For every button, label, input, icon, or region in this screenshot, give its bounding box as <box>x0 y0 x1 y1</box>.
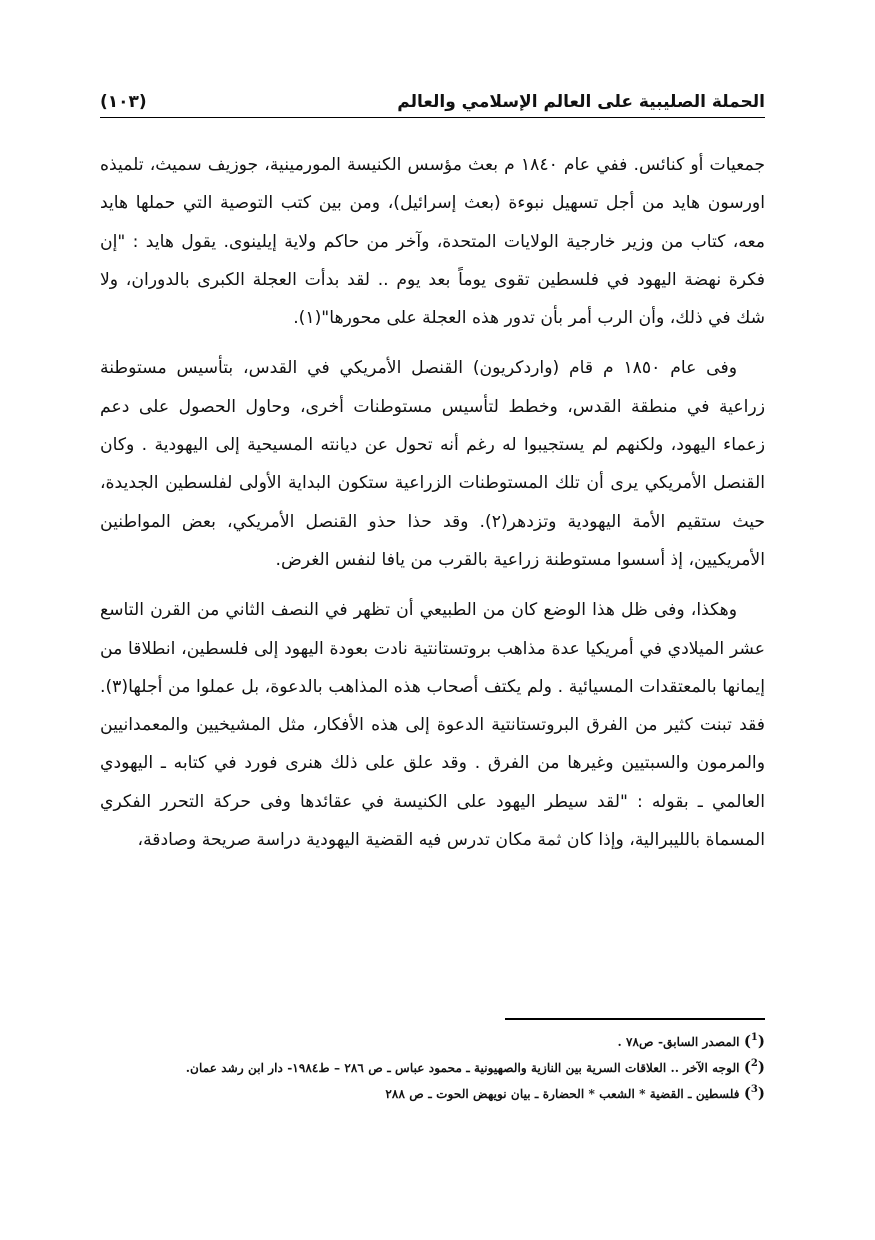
footnotes <box>100 1027 765 1105</box>
book-title: الحملة الصليبية على العالم الإسلامي والعالم <box>397 91 765 112</box>
footnote-text: فلسطين ـ القضية * الشعب * الحضارة ـ بيان نويهض الحوت ـ ص ٢٨٨ <box>385 1087 740 1101</box>
footnote <box>100 1027 765 1053</box>
page-number: (١٠٣) <box>100 91 147 112</box>
paragraph: جمعيات أو كنائس. ففي عام ١٨٤٠ م بعث مؤسس الكنيسة المورمينية، جوزيف سميث، تلميذه اورسون هايد من أجل تسهيل نبوءة (بعث إسرائيل)، ومن بين كتب التوصية التي حملها هايد معه، كتاب من وزير خارجية الولايات المتحدة، وآخر من حاكم ولاية إيلينوى. يقول هايد : "إن فكرة نهضة اليهود في فلسطين تقوى يوماً بعد يوم .. لقد بدأت العجلة الكبرى بالدوران، ولا شك في ذلك، وأن الرب أمر بأن تدور هذه العجلة على محورها"(١). <box>100 155 766 329</box>
main-text <box>100 146 765 871</box>
running-header <box>100 86 765 118</box>
footnote-marker: ($^3$) <box>743 1084 765 1102</box>
paragraph: وفى عام ١٨٥٠ م قام (واردكريون) القنصل الأمريكي في القدس، بتأسيس مستوطنة زراعية في منطقة القدس، وخطط لتأسيس مستوطنات أخرى، وحاول الحصول على دعم زعماء اليهود، ولكنهم لم يستجيبوا له رغم أنه تحول عن ديانته المسيحية إلى اليهودية . وكان القنصل الأمريكي يرى أن تلك المستوطنات الزراعية ستكون البداية الأولى لفلسطين الجديدة، حيث ستقيم الأمة اليهودية وتزدهر(٢). وقد حذا حذو القنصل الأمريكي، بعض المواطنين الأمريكيين، إذ أسسوا مستوطنة زراعية بالقرب من يافا لنفس الغرض. <box>100 358 766 570</box>
footnote-text: المصدر السابق- ص٧٨ . <box>617 1035 740 1049</box>
footnote <box>100 1079 765 1105</box>
footnote-separator <box>505 1018 765 1020</box>
footnote-marker: ($^1$) <box>743 1032 765 1050</box>
footnote-marker: ($^2$) <box>743 1058 765 1076</box>
footnote <box>100 1053 765 1079</box>
footnote-text: الوجه الآخر .. العلاقات السرية بين النازية والصهيونية ـ محمود عباس ـ ص ٢٨٦ – ط١٩٨٤- دار ابن رشد عمان. <box>185 1061 740 1075</box>
paragraph: وهكذا، وفى ظل هذا الوضع كان من الطبيعي أن تظهر في النصف الثاني من القرن التاسع عشر الميلادي في أمريكيا عدة مذاهب بروتستانتية نادت بعودة اليهود إلى فلسطين، انطلاقا من إيمانها بالمعتقدات المسيائية . ولم يكتف أصحاب هذه المذاهب بالدعوة، بل عملوا من أجلها(٣). فقد تبنت كثير من الفرق البروتستانتية الدعوة إلى هذه الأفكار، مثل المشيخيين والمعمدانيين والمرمون والسبتيين وغيرها من الفرق . وقد علق على ذلك هنرى فورد في كتابه ـ اليهودي العالمي ـ بقوله : "لقد سيطر اليهود على الكنيسة في عقائدها وفى حركة التحرر الفكري المسماة بالليبرالية، وإذا كان ثمة مكان تدرس فيه القضية اليهودية دراسة صريحة وصادقة، <box>100 600 765 851</box>
